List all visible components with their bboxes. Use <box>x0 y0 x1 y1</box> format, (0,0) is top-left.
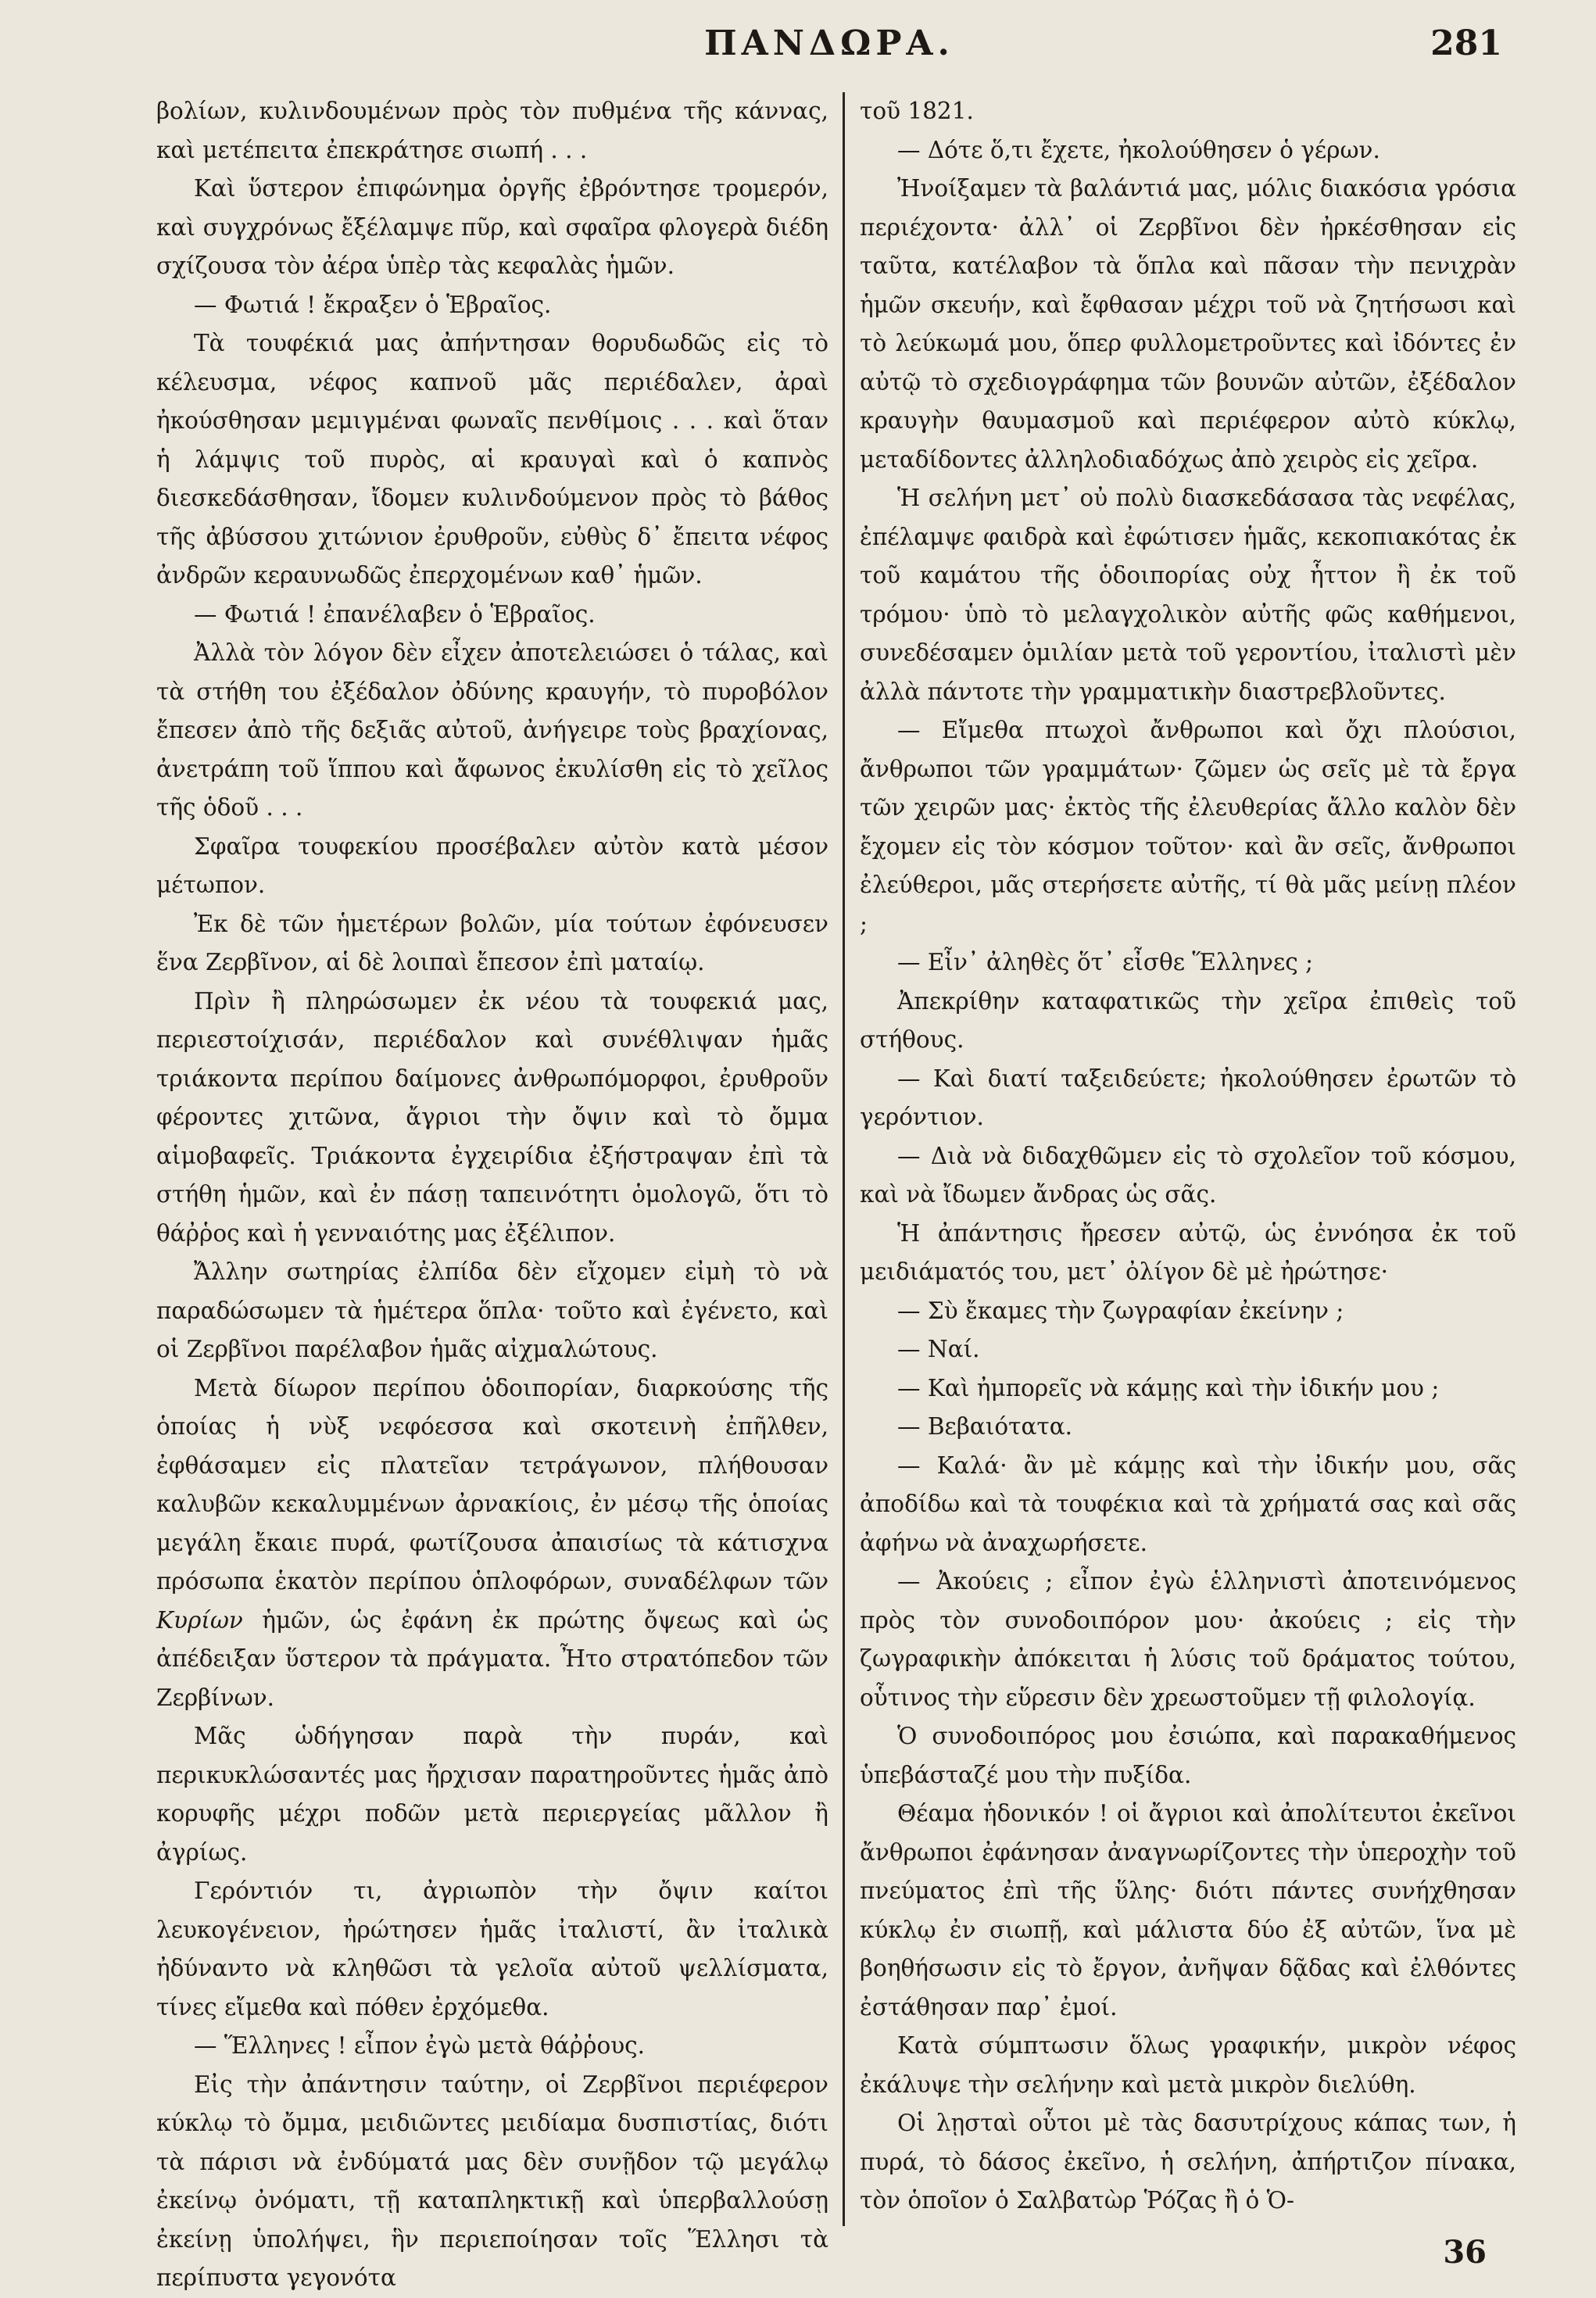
paragraph: Ἡ ἀπάντησις ἤρεσεν αὐτῷ, ὡς ἐννόησα ἐκ τοῦ μειδιάματός του, μετ᾽ ὀλίγον δὲ μὲ ἠρώτησε· <box>860 1219 1516 1285</box>
paragraph: τοῦ 1821. <box>860 98 974 124</box>
paragraph: βολίων, κυλινδουμένων πρὸς τὸν πυθμένα τῆς κάννας, καὶ μετέπειτα ἐπεκράτησε σιωπή . . . <box>156 98 828 163</box>
paragraph: Καὶ ὕστερον ἐπιφώνημα ὀργῆς ἐβρόντησε τρομερόν, καὶ συγχρόνως ἔξέλαμψε πῦρ, καὶ σφαῖρα φλογερὰ διέδη σχίζουσα τὸν ἀέρα ὑπὲρ τὰς κεφαλὰς ἡμῶν. <box>156 175 828 279</box>
dialogue-line: — Καὶ διατί ταξειδεύετε; ἠκολούθησεν ἐρωτῶν τὸ γερόντιον. <box>860 1065 1516 1130</box>
dialogue-line: — Διὰ νὰ διδαχθῶμεν εἰς τὸ σχολεῖον τοῦ κόσμου, καὶ νὰ ἴδωμεν ἄνδρας ὡς σᾶς. <box>860 1142 1516 1208</box>
paragraph: Οἱ λῃσταὶ οὗτοι μὲ τὰς δασυτρίχους κάπας των, ἡ πυρά, τὸ δάσος ἐκεῖνο, ἡ σελήνη, ἀπήρτιζον πίνακα, τὸν ὁποῖον ὁ Σαλβατὼρ Ῥόζας ἢ ὁ Ὁ- <box>860 2110 1516 2214</box>
paragraph: Ἀλλὰ τὸν λόγον δὲν εἶχεν ἀποτελειώσει ὁ τάλας, καὶ τὰ στήθη του ἐξέδαλον ὀδύνης κραυγήν, τὸ πυροβόλον ἔπεσεν ἀπὸ τῆς δεξιᾶς αὐτοῦ, ἀνήγειρε τοὺς βραχίονας, ἀνετράπη τοῦ ἵππου καὶ ἄφωνος ἐκυλίσθη εἰς τὸ χεῖλος τῆς ὁδοῦ . . . <box>156 639 828 821</box>
right-column <box>860 92 1516 2221</box>
dialogue-line: — Εἶν᾽ ἀληθὲς ὅτ᾽ εἶσθε Ἕλληνες ; <box>897 949 1314 975</box>
italic-text: Κυρίων <box>156 1606 243 1634</box>
dialogue-line: — Φωτιά ! ἔκραξεν ὁ Ἑβραῖος. <box>194 291 552 318</box>
dialogue-line: — Καὶ ἠμπορεῖς νὰ κάμῃς καὶ τὴν ἰδικήν μου ; <box>897 1374 1440 1401</box>
paragraph: Κατὰ σύμπτωσιν ὅλως γραφικήν, μικρὸν νέφος ἐκάλυψε τὴν σελήνην καὶ μετὰ μικρὸν διελύθη. <box>860 2032 1516 2098</box>
paragraph: Σφαῖρα τουφεκίου προσέβαλεν αὐτὸν κατὰ μέσον μέτωπον. <box>156 832 828 898</box>
paragraph: Μᾶς ὡδήγησαν παρὰ τὴν πυράν, καὶ περικυκλώσαντές μας ἤρχισαν παρατηροῦντες ἡμᾶς ἀπὸ κορυφῆς μέχρι ποδῶν μετὰ περιεργείας μᾶλλον ἢ ἀγρίως. <box>156 1723 828 1866</box>
paragraph: Ἀπεκρίθην καταφατικῶς τὴν χεῖρα ἐπιθεὶς τοῦ στήθους. <box>860 987 1516 1053</box>
paragraph: Τὰ τουφέκιά μας ἀπήντησαν θορυδωδῶς εἰς τὸ κέλευσμα, νέφος καπνοῦ μᾶς περιέδαλεν, ἀραὶ ἠκούσθησαν μεμιγμέναι φωναῖς πενθίμοις . . . καὶ ὅταν ἡ λάμψις τοῦ πυρὸς, αἱ κραυγαὶ καὶ ὁ καπνὸς διεσκεδάσθησαν, ἴδομεν κυλινδούμενον πρὸς τὸ βάθος τῆς ἀβύσσου χιτώνιον ἐρυθροῦν, εὐθὺς δ᾽ ἔπειτα νέφος ἀνδρῶν κεραυνωδῶς ἐπερχομένων καθ᾽ ἡμῶν. <box>156 330 828 589</box>
page-header <box>156 23 1502 80</box>
dialogue-line: — Ἕλληνες ! εἶπον ἐγὼ μετὰ θάῤῥους. <box>194 2032 646 2059</box>
dialogue-line: — Ἀκούεις ; εἶπον ἐγὼ ἑλληνιστὶ ἀποτεινόμενος πρὸς τὸν συνοδοιπόρον μου· ἀκούεις ; εἰς τὴν ζωγραφικὴν ἀπόκειται ἡ λύσις τοῦ δράματος τούτου, οὗτινος τὴν εὕρεσιν δὲν χρεωστοῦμεν τῇ φιλολογίᾳ. <box>860 1568 1516 1711</box>
dialogue-line: — Φωτιά ! ἐπανέλαβεν ὁ Ἑβραῖος. <box>194 600 596 628</box>
running-title: ΠΑΝΔΩΡΑ. <box>704 23 954 63</box>
page-number: 281 <box>1430 23 1502 63</box>
dialogue-line: — Καλά· ἂν μὲ κάμῃς καὶ τὴν ἰδικήν μου, σᾶς ἀποδίδω καὶ τὰ τουφέκια καὶ τὰ χρήματά σας καὶ σᾶς ἀφήνω νὰ ἀναχωρήσετε. <box>860 1451 1516 1556</box>
paragraph: Μετὰ δίωρον περίπου ὁδοιπορίαν, διαρκούσης τῆς ὁποίας ἡ νὺξ νεφόεσσα καὶ σκοτεινὴ ἐπῆλθεν, ἐφθάσαμεν εἰς πλατεῖαν τετράγωνον, πλήθουσαν καλυβῶν κεκαλυμμένων ἀρνακίοις, ἐν μέσῳ τῆς ὁποίας μεγάλη ἔκαιε πυρά, φωτίζουσα ἀπαισίως τὰ κάτισχνα πρόσωπα ἑκατὸν περίπου ὁπλοφόρων, συναδέλφων τῶν Κυρίων ἡμῶν, ὡς ἐφάνη ἐκ πρώτης ὄψεως καὶ ὡς ἀπέδειξαν ὕστερον τὰ πράγματα. Ἦτο στρατόπεδον τῶν Ζερβίνων. <box>156 1374 828 1711</box>
left-column <box>156 92 828 2298</box>
paragraph: Ἄλλην σωτηρίας ἐλπίδα δὲν εἴχομεν εἰμὴ τὸ νὰ παραδώσωμεν τὰ ἡμέτερα ὅπλα· τοῦτο καὶ ἐγένετο, καὶ οἱ Ζερβῖνοι παρέλαβον ἡμᾶς αἰχμαλώτους. <box>156 1258 828 1362</box>
paragraph: Γερόντιόν τι, ἀγριωπὸν τὴν ὄψιν καίτοι λευκογένειον, ἠρώτησεν ἡμᾶς ἰταλιστί, ἂν ἰταλικὰ ἠδύναντο νὰ κληθῶσι τὰ γελοῖα αὐτοῦ ψελλίσματα, τίνες εἴμεθα καὶ πόθεν ἐρχόμεθα. <box>156 1877 828 2021</box>
paragraph: Ἐκ δὲ τῶν ἡμετέρων βολῶν, μία τούτων ἐφόνευσεν ἕνα Ζερβῖνον, αἱ δὲ λοιπαὶ ἔπεσον ἐπὶ ματαίῳ. <box>156 910 828 975</box>
dialogue-line: — Ναί. <box>897 1336 980 1362</box>
dialogue-line: — Βεβαιότατα. <box>897 1413 1073 1440</box>
dialogue-line: — Σὺ ἔκαμες τὴν ζωγραφίαν ἐκείνην ; <box>897 1297 1344 1324</box>
paragraph: Ὁ συνοδοιπόρος μου ἐσιώπα, καὶ παρακαθήμενος ὑπεβάσταζέ μου τὴν πυξίδα. <box>860 1723 1516 1788</box>
dialogue-line: — Δότε ὅ,τι ἔχετε, ἠκολούθησεν ὁ γέρων. <box>897 136 1380 163</box>
column-divider <box>843 92 845 2226</box>
dialogue-line: — Εἴμεθα πτωχοὶ ἄνθρωποι καὶ ὄχι πλούσιοι, ἄνθρωποι τῶν γραμμάτων· ζῶμεν ὡς σεῖς μὲ τὰ ἔργα τῶν χειρῶν μας· ἐκτὸς τῆς ἐλευθερίας ἄλλο καλὸν δὲν ἔχομεν εἰς τὸν κόσμον τοῦτον· καὶ ἂν σεῖς, ἄνθρωποι ἐλεύθεροι, μᾶς στερήσετε αὐτῆς, τί θὰ μᾶς μείνῃ πλέον ; <box>860 717 1516 937</box>
paragraph: Πρὶν ἢ πληρώσωμεν ἐκ νέου τὰ τουφεκιά μας, περιεστοίχισάν, περιέδαλον καὶ συνέθλιψαν ἡμᾶς τριάκοντα περίπου δαίμονες ἀνθρωπόμορφοι, ἐρυθροῦν φέροντες χιτῶνα, ἄγριοι τὴν ὄψιν καὶ τὸ ὄμμα αἱμοβαφεῖς. Τριάκοντα ἐγχειρίδια ἐξήστραψαν ἐπὶ τὰ στήθη ἡμῶν, καὶ ἐν πάσῃ ταπεινότητι ὁμολογῶ, ὅτι τὸ θάῤῥος καὶ ἡ γενναιότης μας ἐξέλιπον. <box>156 987 828 1247</box>
paragraph: Εἰς τὴν ἀπάντησιν ταύτην, οἱ Ζερβῖνοι περιέφερον κύκλῳ τὸ ὄμμα, μειδιῶντες μειδίαμα δυσπιστίας, διότι τὰ πάρισι νὰ ἐνδύματά μας δὲν συνῇδον τῷ μεγάλῳ ἐκείνῳ ὀνόματι, τῇ καταπληκτικῇ καὶ ὑπερβαλλούσῃ ἐκείνῃ ὑπολήψει, ἣν περιεποίησαν τοῖς Ἕλλησι τὰ περίπυστα γεγονότα <box>156 2071 828 2291</box>
signature-mark: 36 <box>1443 2234 1487 2271</box>
paragraph: Ἠνοίξαμεν τὰ βαλάντιά μας, μόλις διακόσια γρόσια περιέχοντα· ἀλλ᾽ οἱ Ζερβῖνοι δὲν ἠρκέσθησαν εἰς ταῦτα, κατέλαβον τὰ ὅπλα καὶ πᾶσαν τὴν πενιχρὰν ἡμῶν σκευήν, καὶ ἔφθασαν μέχρι τοῦ νὰ ζητήσωσι καὶ τὸ λεύκωμά μου, ὅπερ φυλλομετροῦντες καὶ ἰδόντες ἐν αὐτῷ τὸ σχεδιογράφημα τῶν βουνῶν αὐτῶν, ἐξέδαλον κραυγὴν θαυμασμοῦ καὶ περιέφερον αὐτὸ κύκλῳ, μεταδίδοντες ἀλληλοδιαδόχως ἀπὸ χειρὸς εἰς χεῖρα. <box>860 175 1516 473</box>
paragraph: Ἡ σελήνη μετ᾽ οὐ πολὺ διασκεδάσασα τὰς νεφέλας, ἐπέλαμψε φαιδρὰ καὶ ἐφώτισεν ἡμᾶς, κεκοπιακότας ἐκ τοῦ καμάτου τῆς ὁδοιπορίας οὐχ ἧττον ἢ ἐκ τοῦ τρόμου· ὑπὸ τὸ μελαγχολικὸν αὐτῆς φῶς καθήμενοι, συνεδέσαμεν ὁμιλίαν μετὰ τοῦ γεροντίου, ἰταλιστὶ μὲν ἀλλὰ πάντοτε τὴν γραμματικὴν διαστρεβλοῦντες. <box>860 485 1516 705</box>
paragraph: Θέαμα ἡδονικόν ! οἱ ἄγριοι καὶ ἀπολίτευτοι ἐκεῖνοι ἄνθρωποι ἐφάνησαν ἀναγνωρίζοντες τὴν ὑπεροχὴν τοῦ πνεύματος ἐπὶ τῆς ὕλης· διότι πάντες συνήχθησαν κύκλῳ ἐν σιωπῇ, καὶ μάλιστα δύο ἐξ αὐτῶν, ἵνα μὲ βοηθήσωσιν εἰς τὸ ἔργον, ἀνῆψαν δᾷδας καὶ ἐλθόντες ἐστάθησαν παρ᾽ ἐμοί. <box>860 1800 1516 2021</box>
